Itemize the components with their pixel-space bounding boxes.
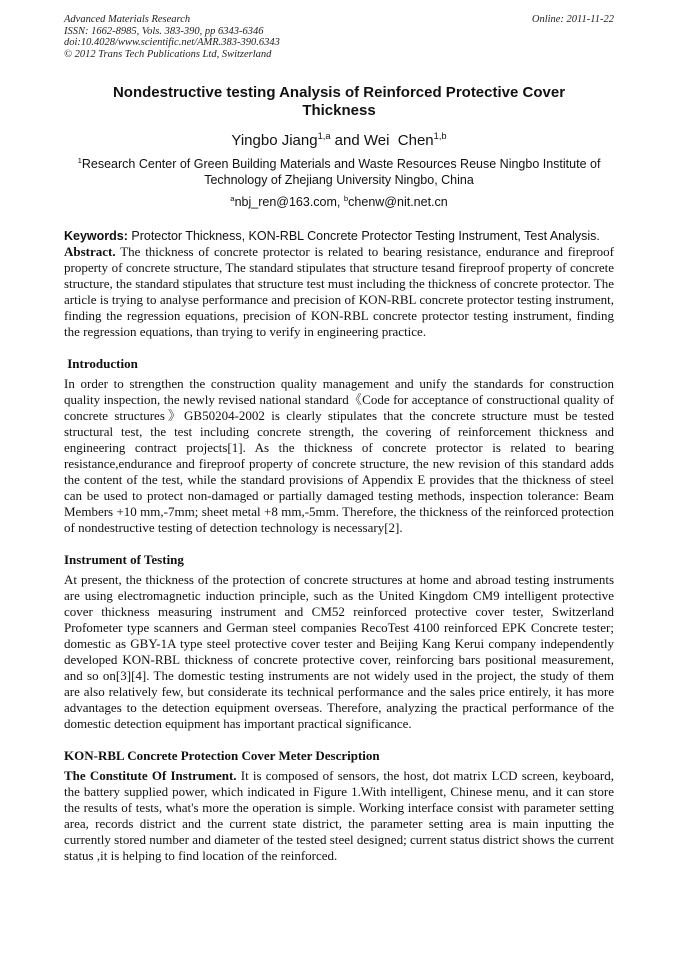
instrument-paragraph: At present, the thickness of the protection of concrete structures at home and abroad testing instruments are using electromagnetic induction principle, such as the United Kingdom CM9 intelligent protective cover thickness measuring instrument and CM52 reinforced protective cover tester, Switzerland Profometer type scanners and German steel companies RecoTest 4100 reinforced EPK Concrete tester; domestic as GBY-1A type steel protective cover tester and Beijing Kang Kerui company independently developed KON-RBL thickness of concrete protective cover, reinforcing bars positional measurement, and so on[3][4]. The domestic testing instruments are not widely used in the project, the study of them are also relatively few, but considerate its technical performance and the sales price entirely, it has more advantages to the detection equipment overseas. Therefore, analyzing the practical performance of the domestic detection equipment has important practical significance. bbox=[64, 572, 614, 731]
abstract-text: The thickness of concrete protector is related to bearing resistance, endurance and fireproof property of concrete structure, The standard stipulates that structure tesand fireproof property of concrete structure, the standard stipulates that structure test must including the thickness of concrete protector. The article is trying to analyse performance and precision of KON-RBL concrete protector testing instrument, finding the regression equations, precision of KON-RBL concrete protector testing instrument, finding the regression equations, than trying to verify in engineering practice. bbox=[64, 244, 614, 339]
section-heading-instrument: Instrument of Testing bbox=[64, 552, 184, 567]
author-2: Wei Chen bbox=[363, 132, 434, 149]
affiliation-text: Research Center of Green Building Materials and Waste Resources Reuse Ningbo Institute of Technology of Zhejiang University Ningbo, China bbox=[81, 157, 601, 187]
journal-name: Advanced Materials Research bbox=[64, 14, 191, 25]
keywords-label: Keywords: bbox=[64, 229, 128, 243]
issn-line: ISSN: 1662-8985, Vols. 383-390, pp 6343-6346 bbox=[64, 25, 264, 37]
abstract-paragraph bbox=[64, 244, 614, 340]
section-heading-introduction: Introduction bbox=[64, 356, 138, 371]
keywords-text: Protector Thickness, KON-RBL Concrete Protector Testing Instrument, Test Analysis. bbox=[127, 229, 600, 243]
author-2-superscript: 1,b bbox=[433, 131, 447, 141]
paper-title: Nondestructive testing Analysis of Reinforced Protective Cover Thickness bbox=[112, 84, 566, 119]
online-date: Online: 2011-11-22 bbox=[531, 14, 614, 25]
affiliation-superscript: 1 bbox=[77, 155, 82, 165]
author-1: Yingbo Jiang bbox=[231, 132, 318, 149]
email-a: nbj_ren@163.com, bbox=[234, 195, 344, 209]
email-b-superscript: b bbox=[343, 193, 349, 203]
email-b: chenw@nit.net.cn bbox=[348, 195, 448, 209]
keywords bbox=[64, 228, 614, 244]
doi-line: doi:10.4028/www.scientific.net/AMR.383-390.6343 bbox=[64, 37, 280, 48]
description-text: It is composed of sensors, the host, dot matrix LCD screen, keyboard, the battery supplied power, which indicated in Figure 1.With intelligent, Chinese menu, and it can store the results of tests, what's more the operation is simple. Working interface consist with parameter setting area, records district and the current state district, the parameter setting area is main inputting the currently stored number and diameter of the tested steel designed; current status district shows the current status ,it is helping to find location of the reinforced. bbox=[64, 768, 614, 863]
introduction-paragraph: In order to strengthen the construction quality management and unify the standards for construction quality inspection, the newly revised national standard《Code for acceptance of constructional quality of concrete structures》GB50204-2002 is clearly stipulates that the concrete structure must be tested structural test, the test including concrete strength, the covering of reinforcement thickness and engineering contract projects[1]. As the thickness of concrete protector is related to bearing resistance,endurance and fireproof property of concrete structure, the new revision of this standard adds the content of the test, while the standard provisions of Appendix E provides that the thickness of steel can be used to protect non-damaged or partially damaged testing methods, inspection tolerance: Beam Members +10 mm,-7mm; sheet metal +8 mm,-5mm. Therefore, the thickness of the reinforced protection of nondestructive testing of detection technology is necessary[2]. bbox=[64, 376, 614, 535]
affiliation bbox=[64, 156, 614, 188]
author-1-superscript: 1,a bbox=[317, 131, 331, 141]
journal-header bbox=[64, 0, 614, 60]
copyright-line: © 2012 Trans Tech Publications Ltd, Switzerland bbox=[64, 48, 272, 60]
email-a-superscript: a bbox=[230, 193, 235, 203]
abstract-label: Abstract. bbox=[64, 244, 116, 259]
run-in-heading: The Constitute Of Instrument. bbox=[64, 768, 237, 783]
description-paragraph bbox=[64, 768, 614, 864]
email-line bbox=[64, 194, 614, 210]
section-heading-description: KON-RBL Concrete Protection Cover Meter Description bbox=[64, 748, 380, 763]
author-conjunction: and bbox=[330, 132, 364, 149]
author-line bbox=[64, 132, 614, 150]
